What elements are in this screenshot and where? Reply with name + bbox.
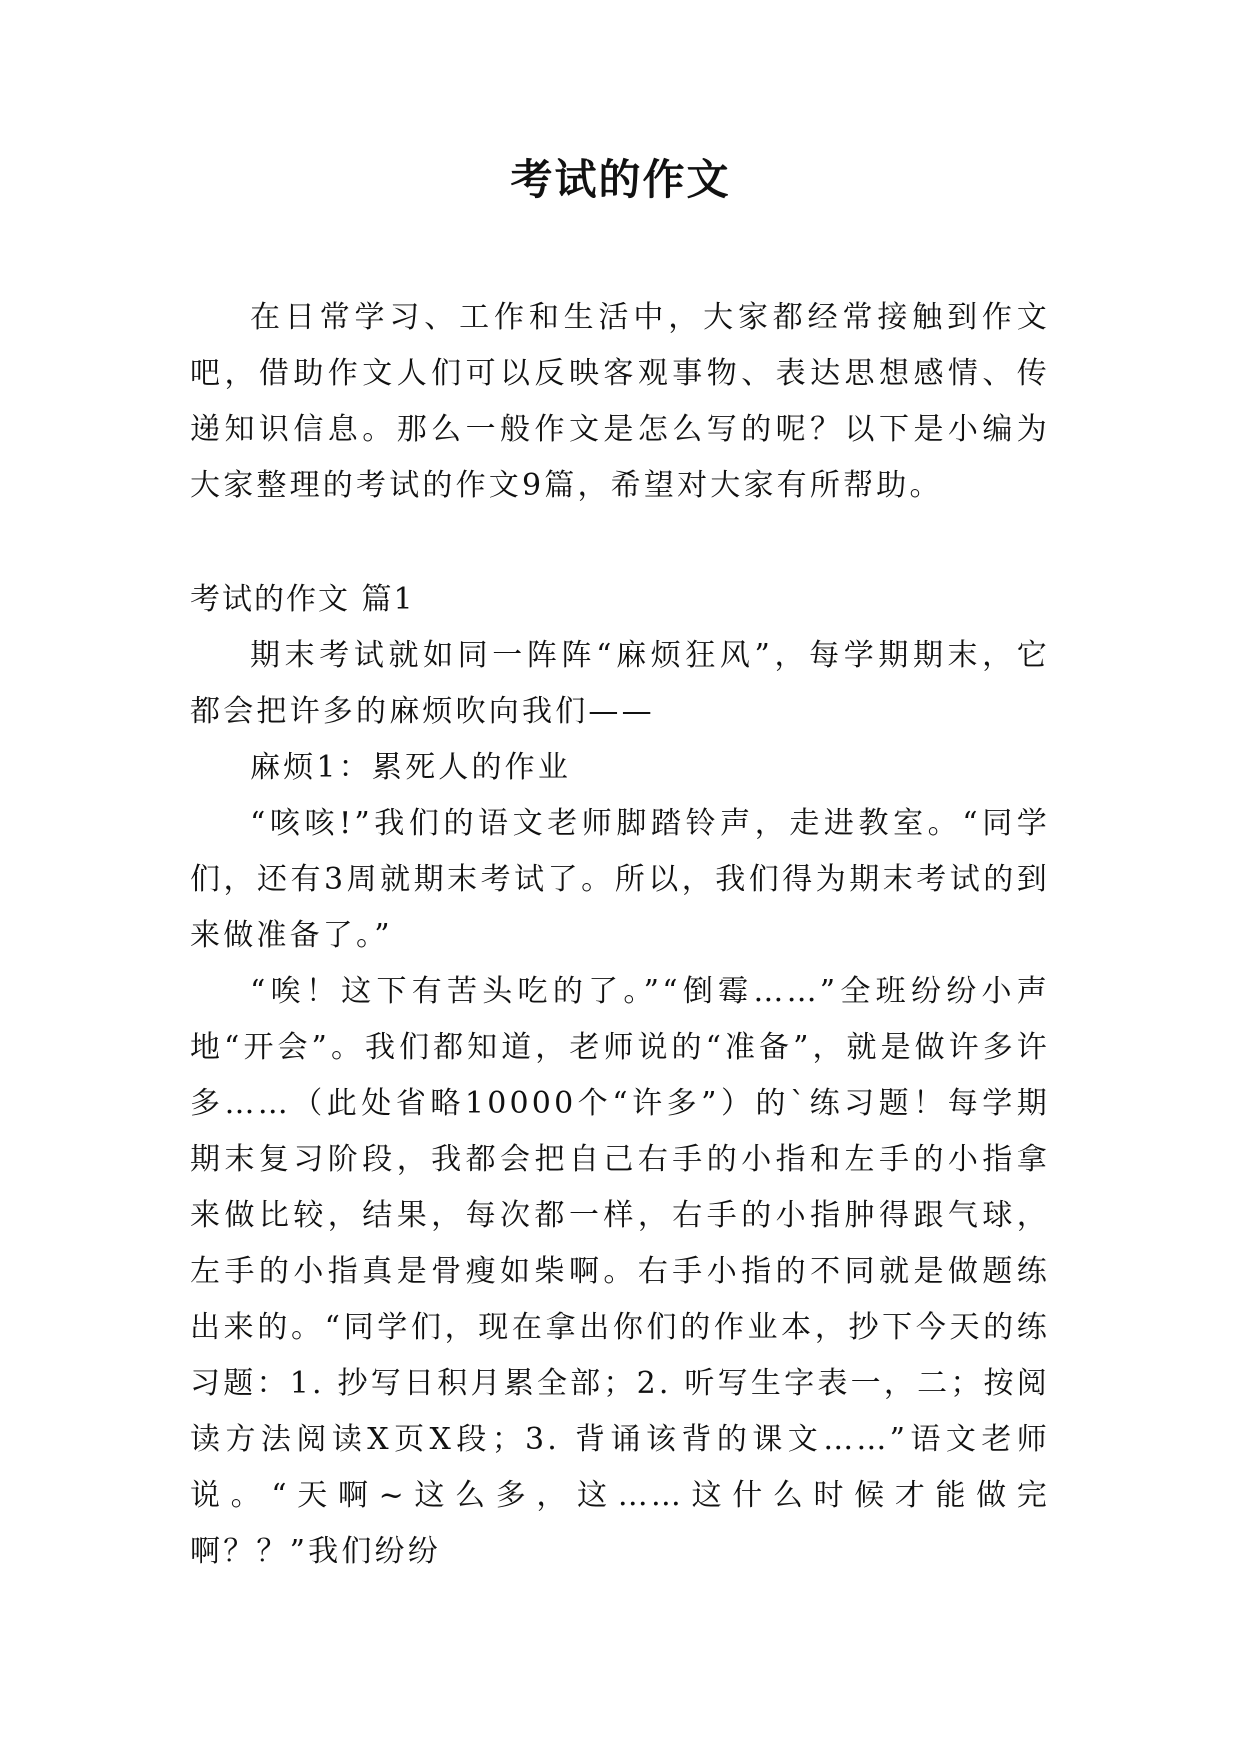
body-paragraph: “咳咳!”我们的语文老师脚踏铃声，走进教室。“同学们，还有3周就期末考试了。所以，我们得为期末考试的到来做准备了。” <box>190 806 1050 953</box>
body-paragraph: “唉！这下有苦头吃的了。”“倒霉……”全班纷纷小声地“开会”。我们都知道，老师说的“准备”，就是做许多许多……（此处省略10000个“许多”）的`练习题！每学期期末复习阶段，我都会把自己右手的小指和左手的小指拿来做比较，结果，每次都一样，右手的小指肿得跟气球，左手的小指真是骨瘦如柴啊。右手小指的不同就是做题练出来的。“同学们，现在拿出你们的作业本，抄下今天的练习题：1. 抄写日积月累全部；2. 听写生字表一，二；按阅读方法阅读X页X段；3. 背诵该背的课文……”语文老师说。“天啊~这么多，这……这什么时候才能做完啊？？”我们纷纷 <box>190 974 1050 1569</box>
document-body <box>190 290 1050 1580</box>
body-paragraph: 麻烦1：累死人的作业 <box>250 750 572 785</box>
section-heading: 考试的作文 篇1 <box>190 582 415 617</box>
body-paragraph: 期末考试就如同一阵阵“麻烦狂风”，每学期期末，它都会把许多的麻烦吹向我们—— <box>190 638 1050 729</box>
intro-paragraph: 在日常学习、工作和生活中，大家都经常接触到作文吧，借助作文人们可以反映客观事物、表达思想感情、传递知识信息。那么一般作文是怎么写的呢？以下是小编为大家整理的考试的作文9篇，希望对大家有所帮助。 <box>190 300 1050 503</box>
document-title: 考试的作文 <box>510 155 731 204</box>
